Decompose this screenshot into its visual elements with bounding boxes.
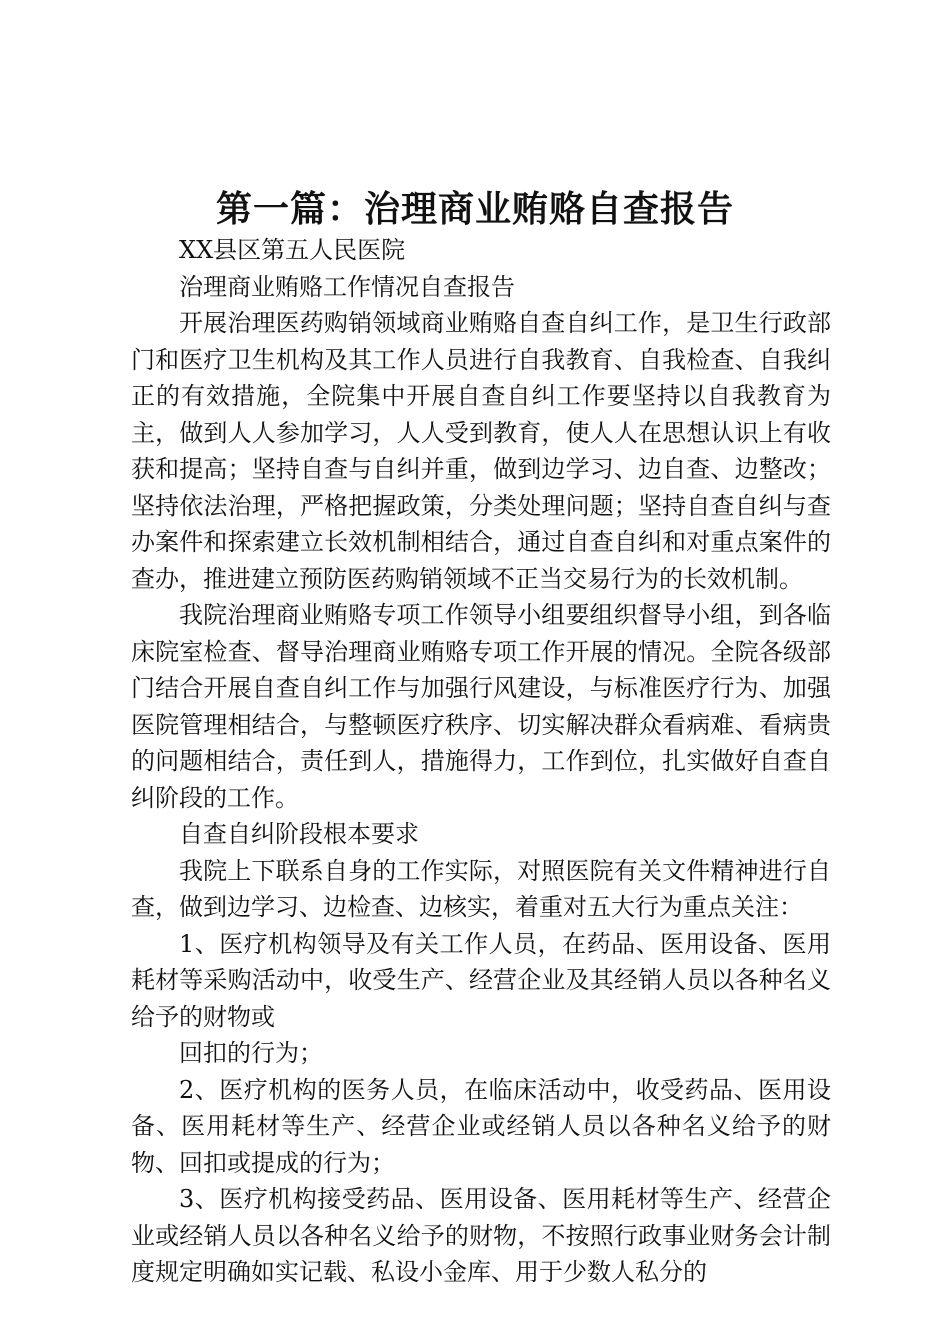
list-item: 1、医疗机构领导及有关工作人员，在药品、医用设备、医用耗材等采购活动中，收受生产、经营企业及其经销人员以各种名义给予的财物或 (131, 929, 831, 1031)
list-item: 3、医疗机构接受药品、医用设备、医用耗材等生产、经营企业或经销人员以各种名义给予的财物，不按照行政事业财务会计制度规定明确如实记载、私设小金库、用于少数人私分的 (131, 1185, 831, 1286)
paragraph: 我院治理商业贿赂专项工作领导小组要组织督导小组，到各临床院室检查、督导治理商业贿赂专项工作开展的情况。全院各级部门结合开展自查自纠工作与加强行风建设，与标准医疗行为、加强医院管理相结合，与整顿医疗秩序、切实解决群众看病难、看病贵的问题相结合，责任到人，措施得力，工作到位，扎实做好自查自纠阶段的工作。 (131, 601, 831, 812)
hospital-name: XX县区第五人民医院 (179, 236, 406, 264)
document-body (131, 232, 831, 1291)
section-heading: 自查自纠阶段根本要求 (179, 820, 419, 848)
report-subtitle: 治理商业贿赂工作情况自查报告 (179, 272, 515, 301)
paragraph: 我院上下联系自身的工作实际，对照医院有关文件精神进行自查，做到边学习、边检查、边核实，着重对五大行为重点关注： (131, 856, 831, 921)
list-item: 2、医疗机构的医务人员，在临床活动中，收受药品、医用设备、医用耗材等生产、经营企业或经销人员以各种名义给予的财物、回扣或提成的行为； (131, 1075, 831, 1177)
list-item-continuation: 回扣的行为； (179, 1039, 323, 1067)
paragraph: 开展治理医药购销领域商业贿赂自查自纠工作，是卫生行政部门和医疗卫生机构及其工作人员进行自我教育、自我检查、自我纠正的有效措施，全院集中开展自查自纠工作要坚持以自我教育为主，做到人人参加学习，人人受到教育，使人人在思想认识上有收获和提高；坚持自查与自纠并重，做到边学习、边自查、边整改；坚持依法治理，严格把握政策，分类处理问题；坚持自查自纠与查办案件和探索建立长效机制相结合，通过自查自纠和对重点案件的查办，推进建立预防医药购销领域不正当交易行为的长效机制。 (131, 309, 831, 593)
document-title: 第一篇：治理商业贿赂自查报告 (215, 189, 734, 230)
